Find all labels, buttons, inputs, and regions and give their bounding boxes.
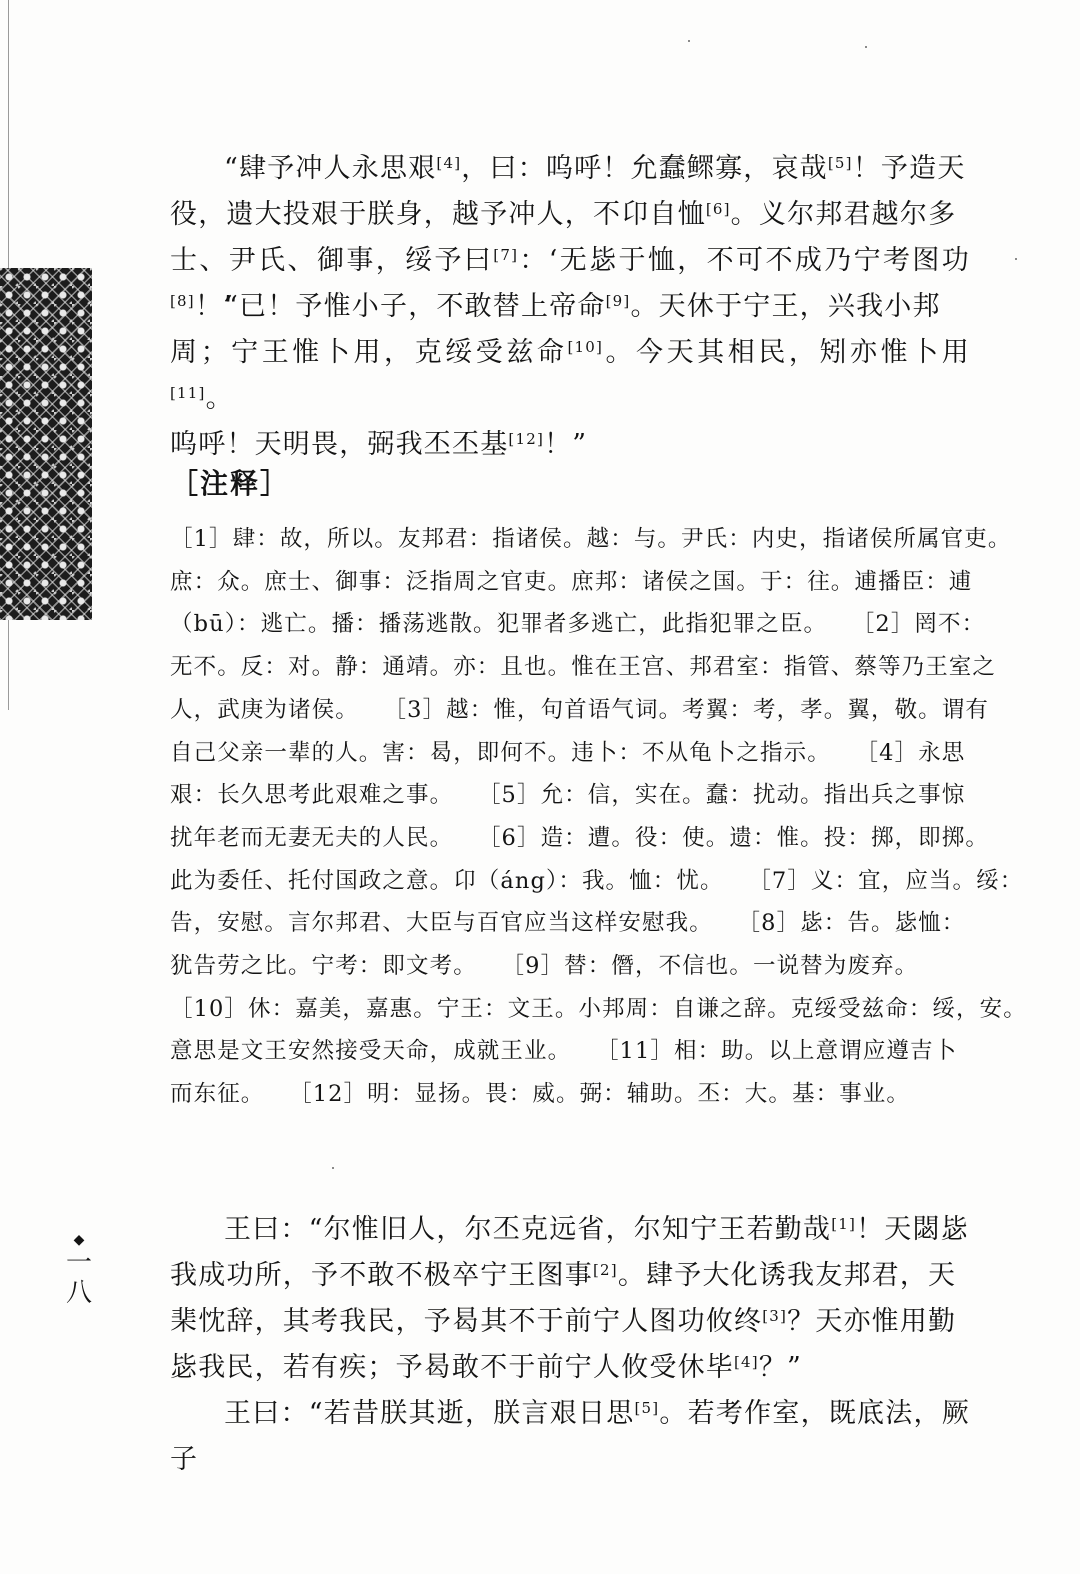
text-run: ！’ bbox=[194, 291, 233, 322]
text-run: 棐忱辞，其考我民，予曷其不于前宁人图功攸终 bbox=[170, 1306, 763, 1337]
note-marker: [10] bbox=[567, 338, 604, 356]
note-marker: [8] bbox=[170, 292, 195, 310]
page-folio bbox=[64, 1232, 94, 1308]
text-run: 。 bbox=[205, 383, 234, 414]
note-marker: [3] bbox=[762, 1307, 788, 1325]
text-line bbox=[170, 330, 970, 422]
text-line bbox=[170, 192, 970, 238]
text-line bbox=[170, 146, 970, 192]
note-marker: [1] bbox=[831, 1215, 857, 1233]
text-run: 呜呼！天明畏，弼我丕丕基 bbox=[170, 429, 509, 460]
text-run: ，曰：呜呼！允蠢鳏寡，哀哉 bbox=[461, 153, 828, 184]
text-line bbox=[170, 1391, 970, 1483]
text-run: 王曰：“尔惟旧人，尔丕克远省，尔知宁王若勤哉 bbox=[224, 1214, 832, 1245]
text-run: “肆予冲人永思艰 bbox=[224, 153, 437, 184]
note-marker: [4] bbox=[436, 154, 462, 172]
text-run: ！予造天 bbox=[852, 153, 966, 184]
speck bbox=[1015, 258, 1017, 260]
text-run: 毖我民，若有疾；予曷敢不于前宁人攸受休毕 bbox=[170, 1352, 734, 1383]
text-run: 。义尔邦君越尔多 bbox=[730, 199, 957, 230]
speck bbox=[332, 1167, 334, 1169]
text-run: 。今天其相民，矧亦惟卜用 bbox=[603, 337, 970, 368]
text-line bbox=[170, 1207, 970, 1253]
text-run: 周；宁王惟卜用，克绥受兹命 bbox=[170, 337, 568, 368]
note-marker: [12] bbox=[508, 430, 544, 448]
note-marker: [7] bbox=[493, 246, 519, 264]
text-run: “已！予惟小子，不敢替上帝命 bbox=[224, 291, 606, 322]
annotation-notes bbox=[170, 518, 1027, 1116]
note-marker: [6] bbox=[705, 200, 731, 218]
text-run: ！” bbox=[544, 429, 588, 460]
page-number bbox=[64, 1248, 94, 1308]
passage1-paragraph2 bbox=[170, 284, 970, 468]
note-line: 此为委任、托付国政之意。卬（áng）：我。恤：忧。 ［7］义：宜，应当。绥： bbox=[170, 867, 1024, 894]
note-marker: [9] bbox=[605, 292, 631, 310]
speck bbox=[865, 46, 867, 48]
note-line: 无不。反：对。静：通靖。亦：且也。惟在王宫、邦君室：指管、蔡等乃王室之 bbox=[170, 654, 997, 681]
note-line: 人，武庚为诸侯。 ［3］越：惟，句首语气词。考翼：考，孝。翼，敬。谓有 bbox=[170, 696, 989, 723]
note-line: 自己父亲一辈的人。害：曷，即何不。违卜：不从龟卜之指示。 ［4］永思 bbox=[170, 739, 966, 766]
text-line bbox=[170, 284, 970, 330]
text-run: 士、尹氏、御事，绥予曰 bbox=[170, 245, 494, 276]
note-line: 扰年老而无妻无夫的人民。 ［6］造：遭。役：使。遗：惟。投：掷，即掷。 bbox=[170, 824, 989, 851]
page-number-char: 一 bbox=[65, 1248, 92, 1278]
passage2-paragraph1 bbox=[170, 1207, 970, 1391]
text-run: 。若考作室，既底法，厥子 bbox=[170, 1398, 970, 1475]
notes-heading: ［注释］ bbox=[170, 467, 291, 500]
diamond-icon: ◆ bbox=[73, 1232, 85, 1248]
note-line: 庶：众。庶士、御事：泛指周之官吏。庶邦：诸侯之国。于：往。逋播臣：逋 bbox=[170, 568, 973, 595]
note-marker: [2] bbox=[593, 1261, 618, 1279]
text-run: ：‘无毖于恤，不可不成乃宁考图功 bbox=[518, 245, 970, 276]
text-run: 王曰：“若昔朕其逝，朕言艰日思 bbox=[224, 1398, 635, 1429]
note-marker: [4] bbox=[734, 1353, 759, 1371]
text-run: 我成功所，予不敢不极卒宁王图事 bbox=[170, 1260, 593, 1291]
note-marker: [11] bbox=[170, 384, 206, 402]
text-line bbox=[170, 1345, 970, 1391]
text-run: 。肆予大化诱我友邦君，天 bbox=[617, 1260, 957, 1291]
note-line: 意思是文王安然接受天命，成就王业。 ［11］相：助。以上意谓应遵吉卜 bbox=[170, 1038, 958, 1065]
note-line: ［10］休：嘉美，嘉惠。宁王：文王。小邦周：自谦之辞。克绥受兹命：绥，安。 bbox=[170, 995, 1027, 1022]
note-marker: [5] bbox=[827, 154, 853, 172]
note-line: ［1］肆：故，所以。友邦君：指诸侯。越：与。尹氏：内史，指诸侯所属官吏。 bbox=[170, 526, 1012, 552]
note-line: 告，安慰。言尔邦君、大臣与百官应当这样安慰我。 ［8］毖：告。毖恤： bbox=[170, 910, 966, 937]
text-line bbox=[170, 1253, 970, 1299]
note-line: （bū）：逃亡。播：播荡逃散。犯罪者多逃亡，此指犯罪之臣。 ［2］罔不： bbox=[170, 611, 986, 638]
text-run: 役，遗大投艰于朕身，越予冲人，不卬自恤 bbox=[170, 199, 706, 230]
text-run: ！天閟毖 bbox=[856, 1214, 969, 1245]
page-number-char: 八 bbox=[65, 1278, 92, 1308]
note-line: 艰：长久思考此艰难之事。 ［5］允：信，实在。蠢：扰动。指出兵之事惊 bbox=[170, 782, 966, 809]
note-marker: [5] bbox=[634, 1399, 660, 1417]
passage2-paragraph2 bbox=[170, 1391, 970, 1483]
text-line bbox=[170, 1299, 970, 1345]
text-run: 。天休于宁王，兴我小邦 bbox=[630, 291, 941, 322]
decorative-pattern-strip bbox=[0, 268, 92, 620]
speck bbox=[688, 40, 690, 42]
note-line: 而东征。 ［12］明：显扬。畏：威。弼：辅助。丕：大。基：事业。 bbox=[170, 1081, 910, 1108]
text-run: ？天亦惟用勤 bbox=[787, 1306, 957, 1337]
text-run: ？” bbox=[758, 1352, 803, 1383]
note-line: 犹告劳之比。宁考：即文考。 ［9］替：僭，不信也。一说替为废弃。 bbox=[170, 953, 919, 980]
